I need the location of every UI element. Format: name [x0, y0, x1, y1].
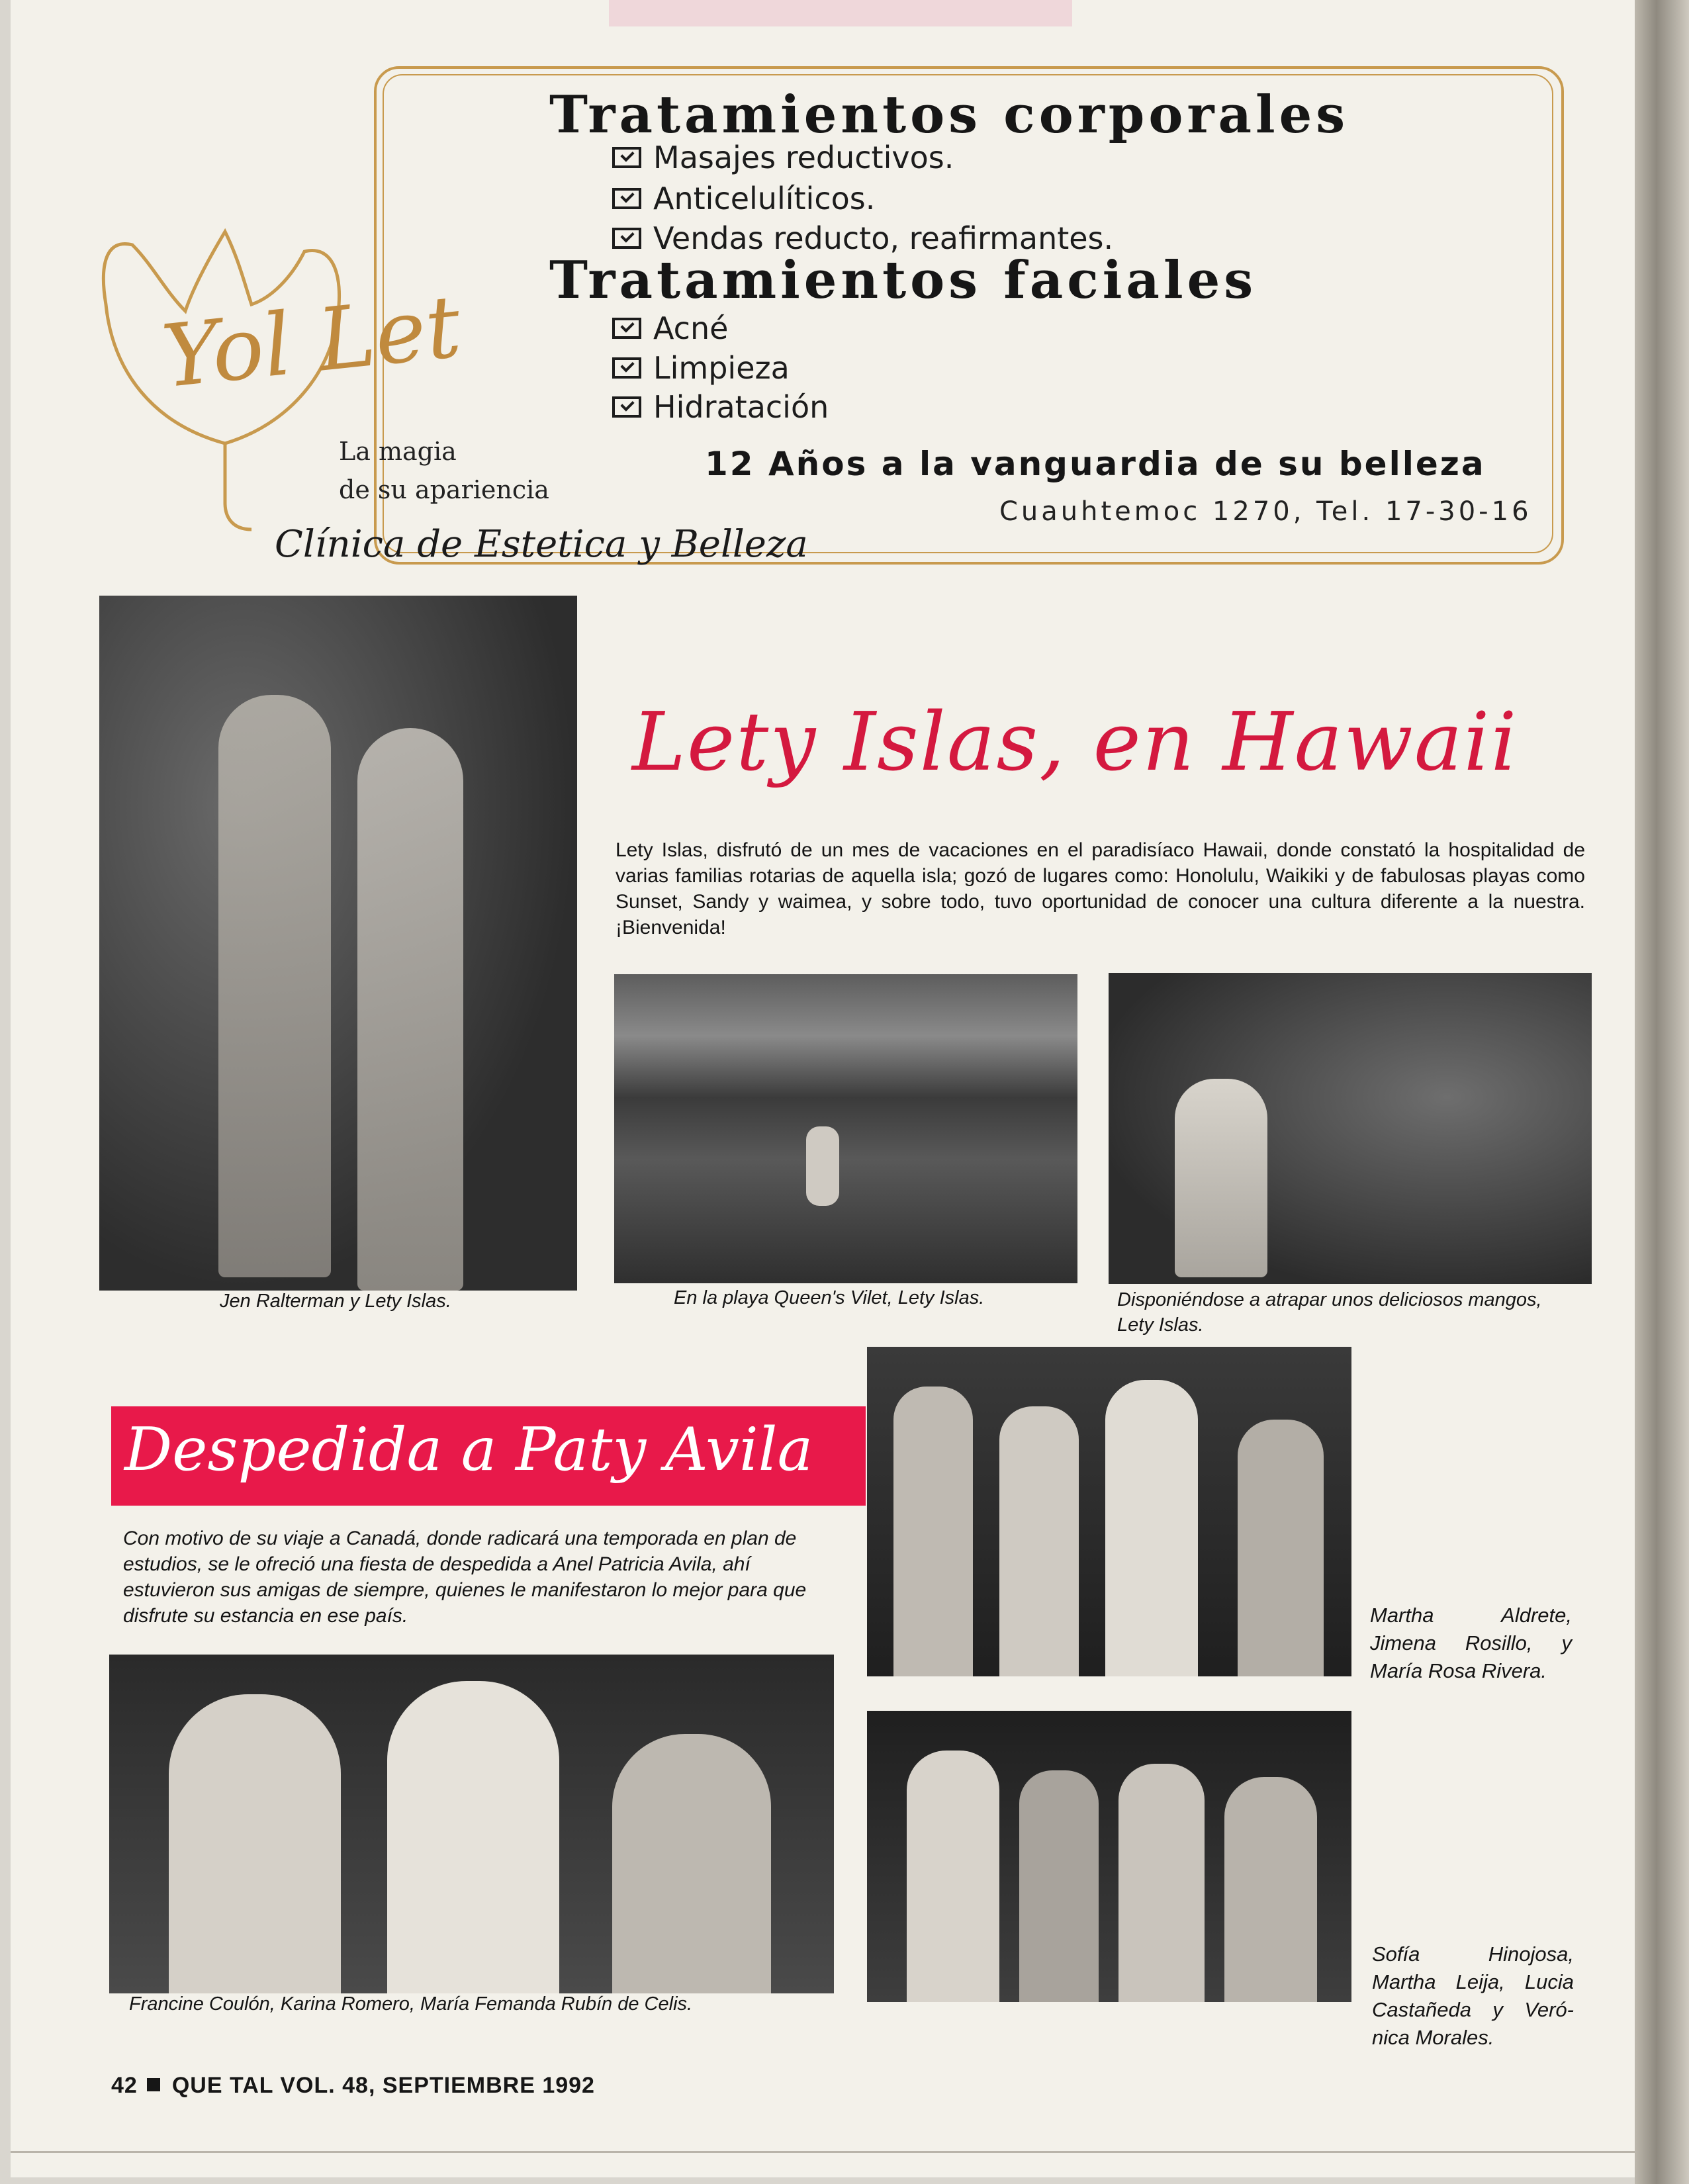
tagline-line1: La magia [339, 437, 457, 466]
list-item: Vendas reducto, reafirmantes. [612, 218, 1113, 258]
checkbox-icon [612, 228, 641, 249]
photo-jen-lety [99, 596, 577, 1291]
brand-logo-text: Yol Let [158, 275, 465, 408]
ad-address: Cuauhtemoc 1270, Tel. 17-30-16 [999, 496, 1532, 527]
list-item: Limpieza [612, 348, 790, 388]
article1-title: Lety Islas, en Hawaii [632, 695, 1518, 789]
photo-beach [614, 974, 1077, 1283]
checkbox-icon [612, 396, 641, 418]
checkbox-icon [612, 357, 641, 379]
heading-face-treatments: Tratamientos faciales [549, 250, 1257, 310]
caption-photo2: En la playa Queen's Vilet, Lety Islas. [674, 1287, 985, 1308]
photo-group-bottom [867, 1711, 1351, 2002]
caption-group-top: Martha Aldrete, Jimena Rosillo, y María Rosa Rivera. [1370, 1604, 1572, 1682]
page-number: 42 [111, 2073, 138, 2098]
publication-info: QUE TAL VOL. 48, SEPTIEMBRE 1992 [171, 2073, 595, 2098]
checkbox-icon [612, 318, 641, 339]
ad-slogan: 12 Años a la vanguardia de su belleza [705, 445, 1486, 483]
article2-body: Con motivo de su viaje a Canadá, donde radicará una temporada en plan de estudios, se le ofreció una fiesta de despedida a Anel Patricia Avila, ahí estuvieron sus amigas de siempre, quienes le manifestaron lo mejor para que disfrute su estancia en ese país. [123, 1527, 807, 1627]
list-item: Hidratación [612, 387, 829, 427]
caption-group-bottom: Sofía Hinojosa, Martha Leija, Lucia Castañeda y Veró- nica Morales. [1372, 1942, 1574, 2049]
caption-photo1: Jen Ralterman y Lety Islas. [220, 1291, 451, 1312]
tulip-logo [93, 225, 437, 569]
photo-mangos [1109, 973, 1592, 1284]
list-item: Acné [612, 308, 728, 348]
list-item: Anticelulíticos. [612, 179, 875, 218]
photo-group-top [867, 1347, 1351, 1676]
page-footer [111, 2073, 595, 2099]
checkbox-icon [612, 147, 641, 168]
heading-body-treatments: Tratamientos corporales [549, 85, 1349, 145]
page-spine [1635, 0, 1689, 2184]
tagline-line2: de su apariencia [339, 475, 549, 504]
photo-francine-karina-maria [109, 1655, 834, 1993]
top-color-strip [609, 0, 1072, 26]
square-bullet-icon [147, 2078, 160, 2091]
bottom-rule [11, 2151, 1635, 2153]
article1-lead: Lety Islas, disfrutó de un mes de vacaciones en el paradisíaco Hawaii, donde constató la hospitalidad de varias familias rotarias de aquella isla; gozó de lugares como: Honolulu, Waikiki y de fabulosas playas como Sunset, Sandy y waimea, y sobre todo, tuvo oportunidad de conocer una cultura diferente a la nuestra. ¡Bienvenida! [616, 839, 1585, 938]
caption-francine-karina-maria: Francine Coulón, Karina Romero, María Femanda Rubín de Celis. [129, 1993, 693, 2015]
list-item: Masajes reductivos. [612, 138, 954, 177]
checkbox-icon [612, 188, 641, 209]
clinic-name: Clínica de Estetica y Belleza [275, 523, 808, 566]
caption-photo3: Disponiéndose a atrapar unos deliciosos mangos, Lety Islas. [1117, 1289, 1542, 1336]
article2-title: Despedida a Paty Avila [124, 1415, 813, 1484]
